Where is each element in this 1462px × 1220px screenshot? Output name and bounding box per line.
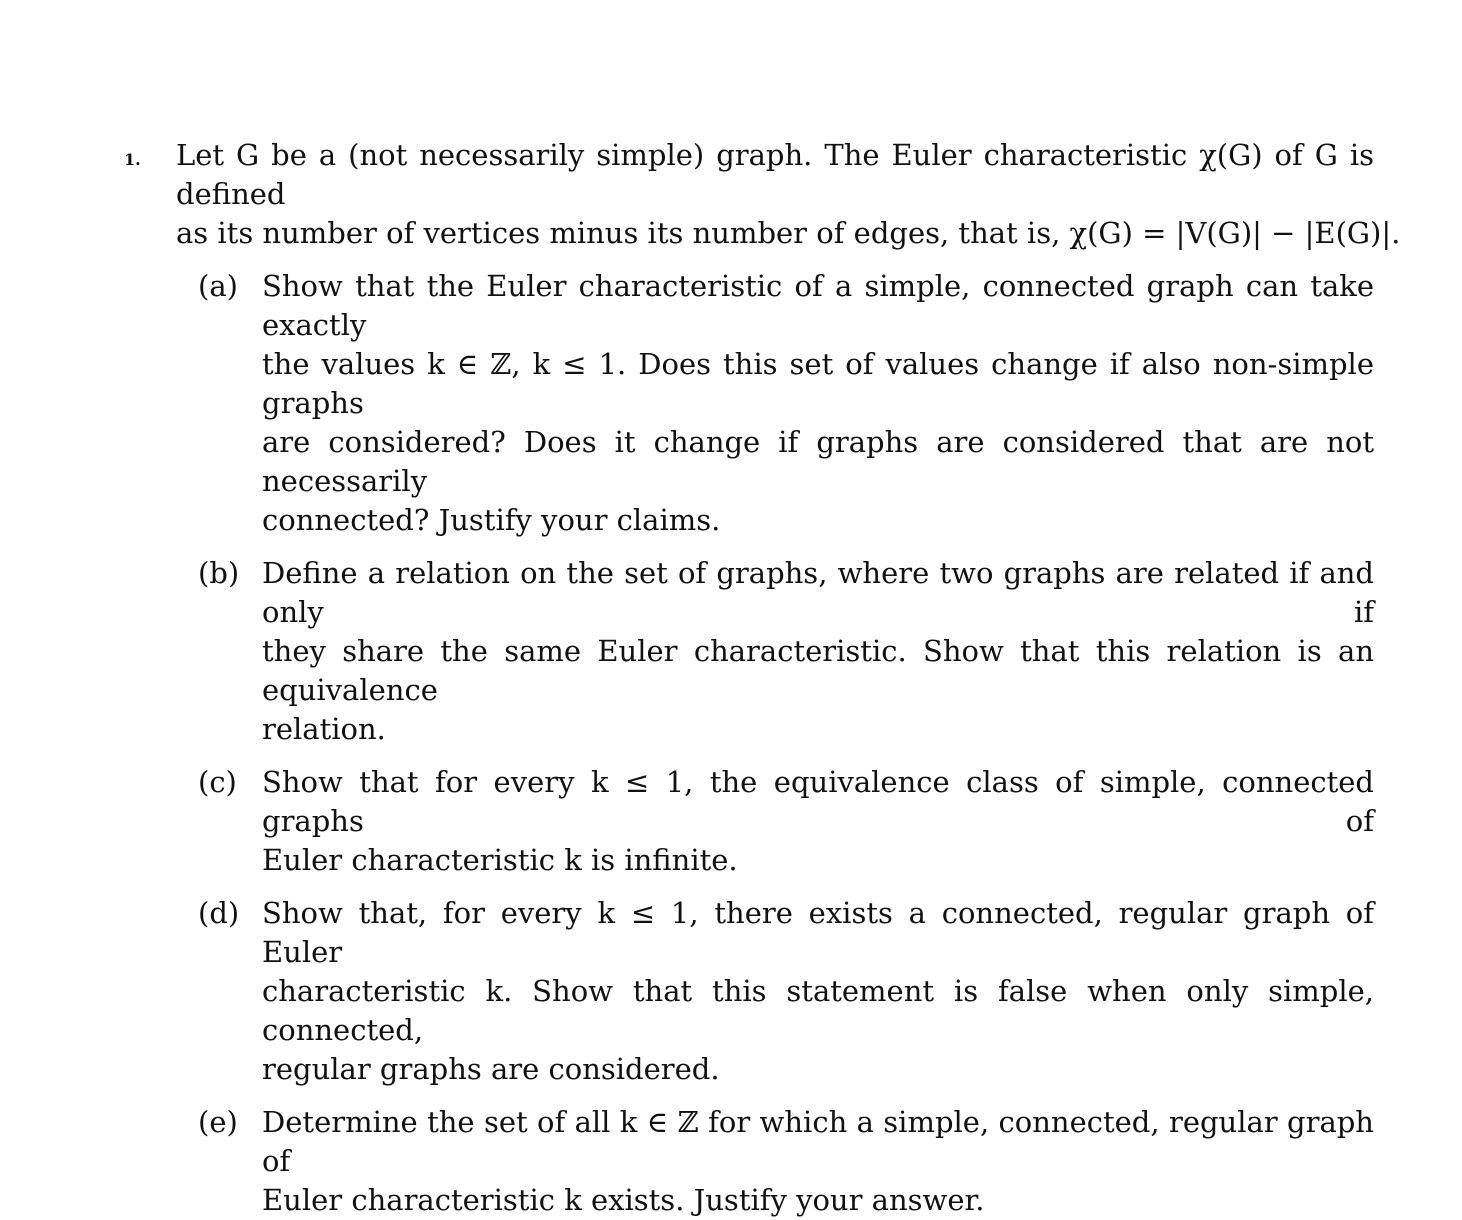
part-b-line-3: relation. xyxy=(262,712,386,746)
part-b-body xyxy=(262,554,1374,749)
part-a-line-1: Show that the Euler characteristic of a simple, connected graph can take exactly xyxy=(262,269,1374,342)
part-d-line-3: regular graphs are considered. xyxy=(262,1052,720,1086)
part-a-label: (a) xyxy=(198,269,238,303)
part-c-line-1: Show that for every k ≤ 1, the equivalence class of simple, connected graphs of xyxy=(262,765,1374,838)
part-c xyxy=(198,763,1374,880)
part-b xyxy=(198,554,1374,749)
part-b-line-2: they share the same Euler characteristic. Show that this relation is an equivalence xyxy=(262,634,1374,707)
part-c-body xyxy=(262,763,1374,880)
part-d-line-2: characteristic k. Show that this statement is false when only simple, connected, xyxy=(262,974,1374,1047)
part-e-line-2: Euler characteristic k exists. Justify your answer. xyxy=(262,1183,985,1217)
problem-1 xyxy=(124,136,1401,1220)
part-a-body xyxy=(262,267,1374,540)
problem-number: 1. xyxy=(124,150,141,169)
part-e-label: (e) xyxy=(198,1105,238,1139)
part-d-body xyxy=(262,894,1374,1089)
problem-header xyxy=(124,136,1374,214)
part-b-line-1: Define a relation on the set of graphs, where two graphs are related if and only if xyxy=(262,556,1374,629)
part-c-label: (c) xyxy=(198,765,237,799)
part-a xyxy=(198,267,1374,540)
part-d xyxy=(198,894,1374,1089)
part-a-line-3: are considered? Does it change if graphs are considered that are not necessarily xyxy=(262,425,1374,498)
part-a-line-2: the values k ∈ ℤ, k ≤ 1. Does this set of values change if also non-simple graphs xyxy=(262,347,1374,420)
statement-line-1: Let G be a (not necessarily simple) graph. The Euler characteristic χ(G) of G is defined xyxy=(176,138,1374,211)
part-e-line-1: Determine the set of all k ∈ ℤ for which a simple, connected, regular graph of xyxy=(262,1105,1374,1178)
part-b-label: (b) xyxy=(198,556,240,590)
part-e xyxy=(198,1103,1374,1220)
part-d-line-1: Show that, for every k ≤ 1, there exists a connected, regular graph of Euler xyxy=(262,896,1374,969)
part-d-label: (d) xyxy=(198,896,240,930)
part-e-body xyxy=(262,1103,1374,1220)
part-a-line-4: connected? Justify your claims. xyxy=(262,503,721,537)
statement-line-2: as its number of vertices minus its number of edges, that is, χ(G) = |V(G)| − |E(G)|. xyxy=(176,216,1401,250)
part-c-line-2: Euler characteristic k is infinite. xyxy=(262,843,738,877)
